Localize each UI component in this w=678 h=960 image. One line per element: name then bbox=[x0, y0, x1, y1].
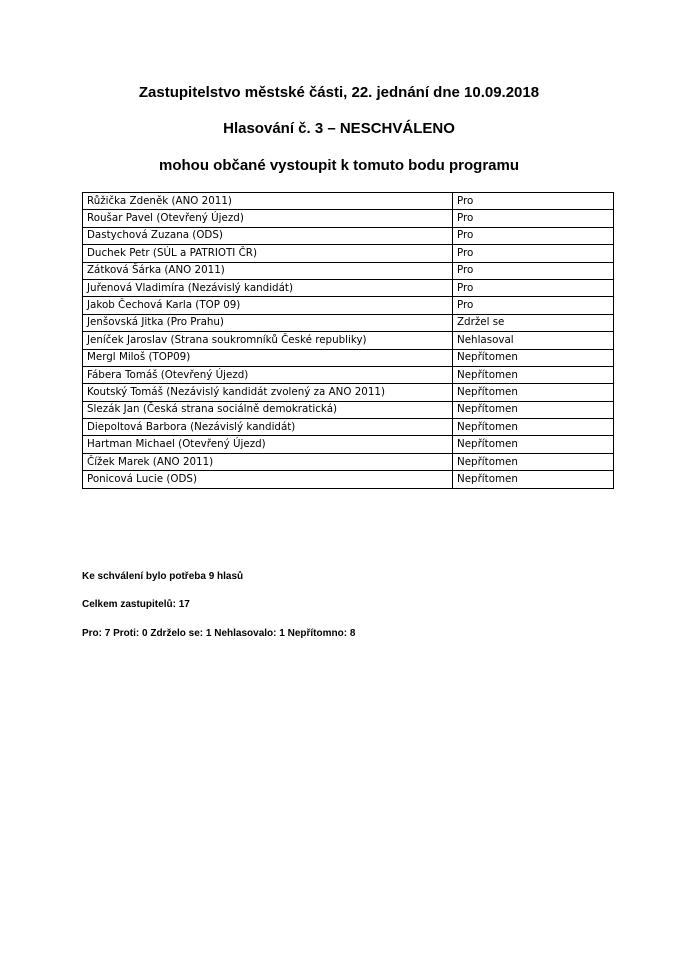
vote-cell: Pro bbox=[453, 262, 614, 279]
member-name-cell: Čížek Marek (ANO 2011) bbox=[83, 453, 453, 470]
table-row bbox=[83, 297, 614, 314]
vote-counts-text: Pro: 7 Proti: 0 Zdrželo se: 1 Nehlasovalo: 1 Nepřítomno: 8 bbox=[82, 628, 356, 639]
vote-subject-heading: mohou občané vystoupit k tomuto bodu programu bbox=[159, 157, 519, 174]
member-name-cell: Roušar Pavel (Otevřený Újezd) bbox=[83, 210, 453, 227]
table-row bbox=[83, 314, 614, 331]
table-row bbox=[83, 245, 614, 262]
vote-cell: Nepřítomen bbox=[453, 436, 614, 453]
member-name-cell: Jeníček Jaroslav (Strana soukromníků České republiky) bbox=[83, 332, 453, 349]
member-name-cell: Ponicová Lucie (ODS) bbox=[83, 471, 453, 488]
table-row bbox=[83, 279, 614, 296]
vote-cell: Nepřítomen bbox=[453, 401, 614, 418]
vote-table-body bbox=[83, 193, 614, 489]
table-row bbox=[83, 419, 614, 436]
vote-table bbox=[82, 192, 614, 489]
vote-cell: Pro bbox=[453, 193, 614, 210]
member-name-cell: Duchek Petr (SÚL a PATRIOTI ČR) bbox=[83, 245, 453, 262]
table-row bbox=[83, 384, 614, 401]
vote-cell: Pro bbox=[453, 227, 614, 244]
required-votes-text: Ke schválení bylo potřeba 9 hlasů bbox=[82, 571, 244, 582]
member-name-cell: Fábera Tomáš (Otevřený Újezd) bbox=[83, 366, 453, 383]
table-row bbox=[83, 332, 614, 349]
member-name-cell: Mergl Miloš (TOP09) bbox=[83, 349, 453, 366]
member-name-cell: Hartman Michael (Otevřený Újezd) bbox=[83, 436, 453, 453]
member-name-cell: Jakob Čechová Karla (TOP 09) bbox=[83, 297, 453, 314]
member-name-cell: Zátková Šárka (ANO 2011) bbox=[83, 262, 453, 279]
member-name-cell: Koutský Tomáš (Nezávislý kandidát zvolený za ANO 2011) bbox=[83, 384, 453, 401]
table-row bbox=[83, 471, 614, 488]
member-name-cell: Růžička Zdeněk (ANO 2011) bbox=[83, 193, 453, 210]
table-row bbox=[83, 227, 614, 244]
document-title: Zastupitelstvo městské části, 22. jednání dne 10.09.2018 bbox=[138, 84, 540, 101]
vote-cell: Zdržel se bbox=[453, 314, 614, 331]
member-name-cell: Jenšovská Jitka (Pro Prahu) bbox=[83, 314, 453, 331]
member-name-cell: Diepoltová Barbora (Nezávislý kandidát) bbox=[83, 419, 453, 436]
table-row bbox=[83, 366, 614, 383]
vote-cell: Nepřítomen bbox=[453, 384, 614, 401]
vote-cell: Pro bbox=[453, 245, 614, 262]
vote-cell: Nepřítomen bbox=[453, 471, 614, 488]
vote-cell: Pro bbox=[453, 279, 614, 296]
vote-cell: Nepřítomen bbox=[453, 453, 614, 470]
table-row bbox=[83, 210, 614, 227]
vote-cell: Pro bbox=[453, 210, 614, 227]
table-row bbox=[83, 262, 614, 279]
total-members-text: Celkem zastupitelů: 17 bbox=[82, 599, 190, 610]
table-row bbox=[83, 453, 614, 470]
table-row bbox=[83, 193, 614, 210]
vote-cell: Nepřítomen bbox=[453, 419, 614, 436]
member-name-cell: Juřenová Vladimíra (Nezávislý kandidát) bbox=[83, 279, 453, 296]
vote-result-heading: Hlasování č. 3 – NESCHVÁLENO bbox=[223, 120, 455, 137]
member-name-cell: Dastychová Zuzana (ODS) bbox=[83, 227, 453, 244]
vote-cell: Nepřítomen bbox=[453, 349, 614, 366]
table-row bbox=[83, 401, 614, 418]
vote-cell: Nehlasoval bbox=[453, 332, 614, 349]
table-row bbox=[83, 349, 614, 366]
vote-cell: Pro bbox=[453, 297, 614, 314]
vote-cell: Nepřítomen bbox=[453, 366, 614, 383]
member-name-cell: Slezák Jan (Česká strana sociálně demokratická) bbox=[83, 401, 453, 418]
table-row bbox=[83, 436, 614, 453]
